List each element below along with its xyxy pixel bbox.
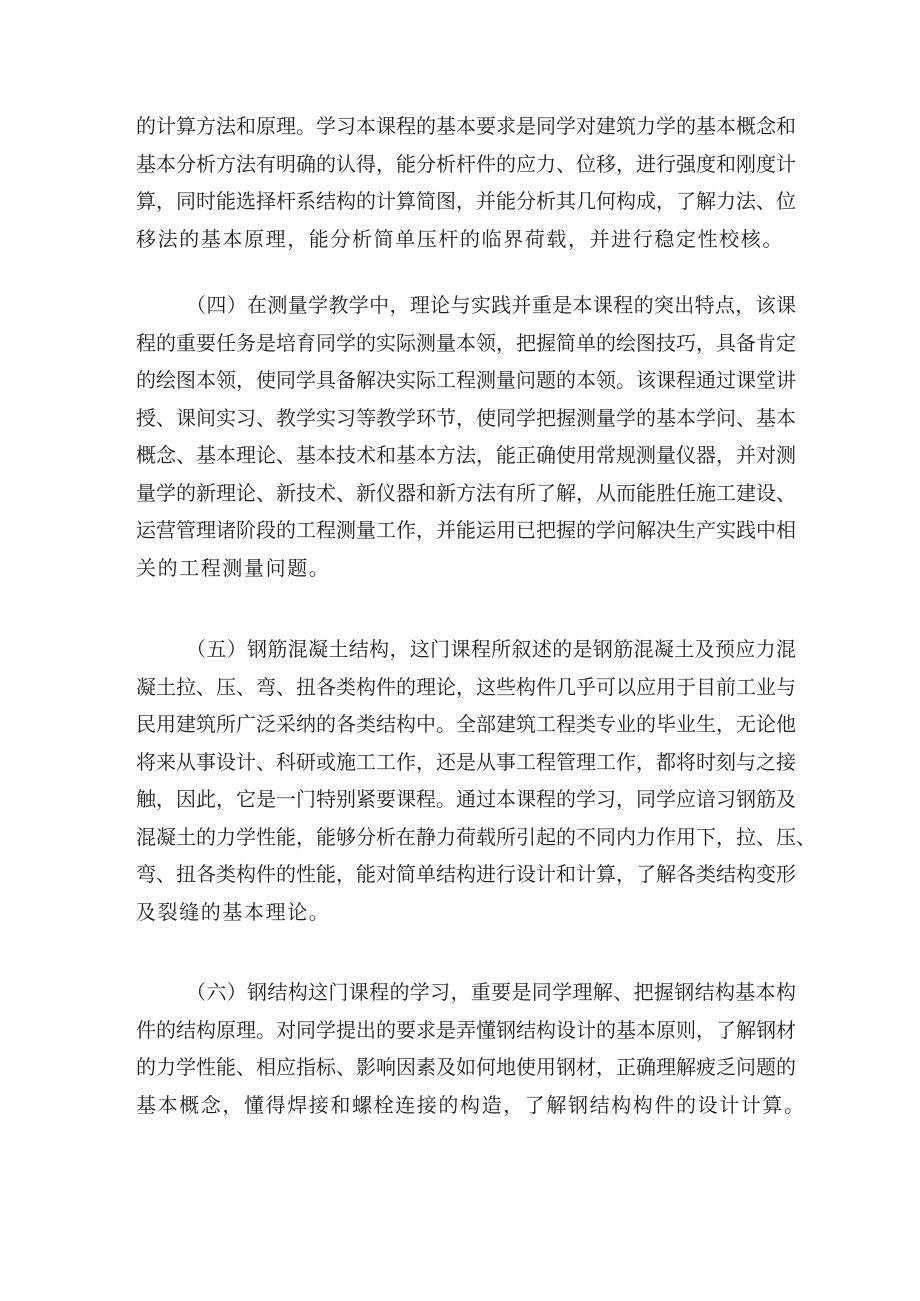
text-line: 运营管理诸阶段的工程测量工作，并能运用已把握的学问解决生产实践中相: [136, 518, 796, 542]
text-line: 算，同时能选择杆系结构的计算简图，并能分析其几何构成，了解力法、位: [136, 189, 796, 213]
text-line: 移法的基本原理，能分析简单压杆的临界荷载，并进行稳定性校核。: [136, 226, 784, 251]
text-line: 及裂缝的基本理论。: [136, 899, 331, 924]
text-line: 凝土拉、压、弯、扭各类构件的理论，这些构件几乎可以应用于目前工业与: [136, 674, 796, 699]
text-line: 的绘图本领，使同学具备解决实际工程测量问题的本领。该课程通过课堂讲: [136, 368, 796, 392]
text-line: 民用建筑所广泛采纳的各类结构中。全部建筑工程类专业的毕业生，无论他: [136, 712, 796, 736]
text-line: 将来从事设计、科研或施工工作，还是从事工程管理工作，都将时刻与之接: [136, 749, 796, 774]
text-line: 基本分析方法有明确的认得，能分析杆件的应力、位移，进行强度和刚度计: [136, 151, 796, 176]
paragraph-steel-structure: [136, 974, 806, 1124]
text-line: 授、课间实习、教学实习等教学环节，使同学把握测量学的基本学问、基本: [136, 405, 796, 430]
text-line: 程的重要任务是培育同学的实际测量本领，把握简单的绘图技巧，具备肯定: [136, 330, 796, 355]
text-line: 量学的新理论、新技术、新仪器和新方法有所了解，从而能胜任施工建设、: [136, 480, 796, 505]
text-line: 概念、基本理论、基本技术和基本方法，能正确使用常规测量仪器，并对测: [136, 443, 796, 467]
text-line: 触，因此，它是一门特别紧要课程。通过本课程的学习，同学应谙习钢筋及: [136, 787, 796, 811]
text-line: 混凝土的力学性能，能够分析在静力荷载所引起的不同内力作用下，拉、压、: [136, 824, 816, 849]
text-line: （六）钢结构这门课程的学习，重要是同学理解、把握钢结构基本构: [186, 980, 796, 1004]
text-line: 关的工程测量问题。: [136, 555, 331, 580]
text-line: （五）钢筋混凝土结构，这门课程所叙述的是钢筋混凝土及预应力混: [186, 637, 796, 661]
text-line: （四）在测量学教学中，理论与实践并重是本课程的突出特点，该课: [186, 293, 796, 317]
paragraph-mechanics-continuation: [136, 108, 796, 258]
paragraph-reinforced-concrete: [136, 631, 816, 931]
paragraph-surveying: [136, 287, 796, 587]
text-line: 件的结构原理。对同学提出的要求是弄懂钢结构设计的基本原则，了解钢材: [136, 1017, 796, 1042]
text-line: 的力学性能、相应指标、影响因素及如何地使用钢材，正确理解疲乏问题的: [136, 1055, 796, 1079]
text-line: 基本概念，懂得焊接和螺栓连接的构造，了解钢结构构件的设计计算。: [136, 1092, 806, 1117]
text-line: 弯、扭各类构件的性能，能对简单结构进行设计和计算，了解各类结构变形: [136, 862, 796, 886]
text-line: 的计算方法和原理。学习本课程的基本要求是同学对建筑力学的基本概念和: [136, 114, 796, 138]
